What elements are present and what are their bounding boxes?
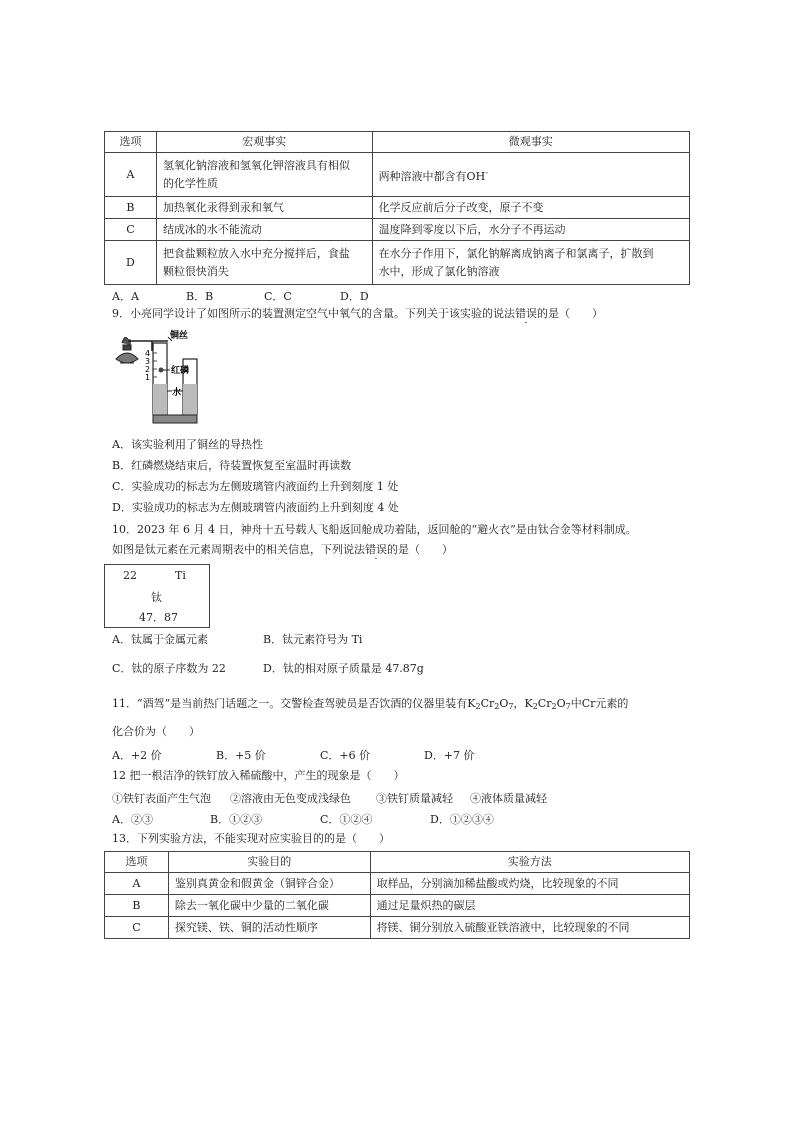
q11-stem-line2: 化合价为（ ） — [112, 725, 200, 738]
dichromate-formula — [467, 697, 513, 710]
row-option: D — [105, 241, 157, 285]
stem-text: 元素的 — [595, 697, 629, 710]
label-phosphorus: 红磷 — [171, 366, 190, 376]
table-row — [105, 917, 690, 939]
row-method: 取样品，分别滴加稀盐酸或灼烧，比较现象的不同 — [370, 873, 689, 895]
table-row — [105, 197, 690, 219]
macro-line: 氢氧化钠溶液和氢氧化钾溶液具有相似 — [162, 158, 350, 172]
macro-line: 的化学性质 — [162, 176, 218, 190]
q12-option-b: B．①②③ — [210, 813, 263, 826]
scale-4: 4 — [145, 349, 151, 358]
experiment-table — [104, 851, 690, 939]
q9-option-d: D．实验成功的标志为左侧玻璃管内液面约上升到刻度 4 处 — [112, 501, 399, 514]
table-header-purpose: 实验目的 — [168, 852, 370, 873]
q12-phenomenon-3: ③铁钉质量减轻 — [376, 792, 453, 805]
macro-line: 把食盐颗粒放入水中充分搅拌后，食盐 — [162, 246, 350, 260]
macro-fact: 加热氧化汞得到汞和氧气 — [156, 197, 372, 219]
q9-option-a: A．该实验利用了铜丝的导热性 — [112, 438, 263, 451]
option-a: A．A — [112, 290, 139, 303]
macro-fact: 结成冰的水不能流动 — [156, 219, 372, 241]
row-option: B — [105, 895, 169, 917]
emphasis-text: 错误 — [365, 543, 387, 556]
q11-stem-line1: 11．“酒驾”是当前热门话题之一。交警检查驾驶员是否饮酒的仪器里装有$K_2Cr_2O_7$，$K_2Cr_2O_7$中Cr元素的 — [112, 697, 629, 711]
row-purpose: 除去一氧化碳中少量的二氧化碳 — [168, 895, 370, 917]
row-option: A — [105, 153, 157, 197]
table-row — [105, 219, 690, 241]
atomic-mass: 47．87 — [139, 611, 178, 624]
label-water: 水 — [172, 388, 182, 398]
macro-line: 颗粒很快消失 — [162, 264, 229, 278]
q10-option-c: C．钛的原子序数为 22 — [112, 662, 226, 675]
q10-option-d: D．钛的相对原子质量是 47.87g — [263, 662, 424, 675]
q12-option-c: C．①②④ — [320, 813, 373, 826]
option-c: C．C — [264, 290, 292, 303]
row-method: 将镁、铜分别放入硫酸亚铁溶液中，比较现象的不同 — [370, 917, 689, 939]
table-header-method: 实验方法 — [370, 852, 689, 873]
q10-option-b: B．钛元素符号为 Ti — [263, 633, 363, 646]
formula-part: Cr — [480, 697, 495, 710]
element-name: 钛 — [151, 591, 162, 604]
q10-option-a: A．钛属于金属元素 — [112, 633, 208, 646]
q11-option-d: D．+7 价 — [424, 749, 475, 762]
formula-part: K — [524, 697, 533, 710]
q11-option-a: A．+2 价 — [112, 749, 162, 762]
q11-option-b: B．+5 价 — [216, 749, 266, 762]
formula-sub: 7 — [565, 702, 571, 711]
stem-text: 9．小亮同学设计了如图所示的装置测定空气中氧气的含量。下列关于该实验的说法 — [112, 307, 515, 320]
row-method: 通过足量炽热的碳层 — [370, 895, 689, 917]
formula-sub: 2 — [475, 702, 481, 711]
formula-sub: 2 — [494, 702, 500, 711]
stem-text: 的是（ ） — [537, 307, 603, 320]
table-header-option: 选项 — [105, 132, 157, 153]
option-b: B．B — [186, 290, 214, 303]
formula-sub: 2 — [551, 702, 557, 711]
q12-phenomenon-4: ④液体质量减轻 — [470, 792, 547, 805]
formula-part: O — [556, 697, 566, 710]
q12-phenomenon-1: ①铁钉表面产生气泡 — [112, 792, 211, 805]
table-header-option: 选项 — [105, 852, 169, 873]
micro-line: 在水分子作用下，氯化钠解离成钠离子和氯离子，扩散到 — [378, 246, 654, 260]
stem-text: 的是（ ） — [387, 543, 453, 556]
element-symbol: Ti — [175, 569, 186, 582]
option-d: D．D — [340, 290, 369, 303]
formula-part: Cr — [537, 697, 552, 710]
q11-option-c: C．+6 价 — [320, 749, 371, 762]
label-wire: 铜丝 — [170, 331, 189, 341]
row-option: C — [105, 917, 169, 939]
table-header-micro: 微观事实 — [372, 132, 689, 153]
scale-2: 2 — [145, 365, 151, 374]
q13-stem: 13．下列实验方法，不能实现对应实验目的的是（ ） — [112, 832, 390, 845]
micro-fact — [372, 153, 689, 197]
micro-fact: 温度降到零度以下后，水分子不再运动 — [372, 219, 689, 241]
row-option: B — [105, 197, 157, 219]
q10-stem-line2 — [112, 542, 453, 558]
stem-text: Cr — [581, 697, 596, 710]
table-row — [105, 153, 690, 197]
macro-fact — [156, 153, 372, 197]
q9-option-b: B．红磷燃烧结束后，待装置恢复至室温时再读数 — [112, 459, 352, 472]
formula-part: K — [467, 697, 476, 710]
facts-table — [104, 131, 690, 285]
table-header-macro: 宏观事实 — [156, 132, 372, 153]
formula-part: O — [499, 697, 509, 710]
q12-option-d: D．①②③④ — [430, 813, 494, 826]
micro-fact — [372, 241, 689, 285]
table-row — [105, 895, 690, 917]
row-purpose: 鉴别真黄金和假黄金（铜锌合金） — [168, 873, 370, 895]
scale-1: 1 — [145, 373, 151, 382]
row-purpose: 探究镁、铁、铜的活动性顺序 — [168, 917, 370, 939]
formula-sub: 7 — [508, 702, 514, 711]
dichromate-formula-2 — [524, 697, 570, 710]
superscript: - — [485, 167, 488, 177]
q12-option-a: A．②③ — [112, 813, 153, 826]
q12-stem: 12 把一根洁净的铁钉放入稀硫酸中，产生的现象是（ ） — [112, 769, 405, 782]
table-row — [105, 873, 690, 895]
q10-stem-line1: 10．2023 年 6 月 4 日，神舟十五号载人飞船返回舱成功着陆，返回舱的“避火衣”是由钛合金等材料制成。 — [112, 523, 637, 536]
scale-3: 3 — [145, 357, 151, 366]
micro-line: 水中，形成了氯化钠溶液 — [378, 264, 500, 278]
micro-text: 两种溶液中都含有OH — [378, 169, 486, 183]
stem-text: 11．“酒驾”是当前热门话题之一。交警检查驾驶员是否饮酒的仪器里装有 — [112, 697, 468, 710]
q9-stem — [112, 306, 603, 322]
row-option: C — [105, 219, 157, 241]
oxygen-experiment-figure — [110, 329, 228, 429]
titanium-element-card — [104, 564, 210, 628]
formula-sub: 2 — [532, 702, 538, 711]
q9-option-c: C．实验成功的标志为左侧玻璃管内液面约上升到刻度 1 处 — [112, 480, 399, 493]
macro-fact — [156, 241, 372, 285]
atomic-number: 22 — [123, 569, 137, 582]
table-row — [105, 241, 690, 285]
emphasis-text: 错误 — [515, 307, 537, 320]
stem-text: 中 — [570, 697, 582, 710]
micro-fact: 化学反应前后分子改变，原子不变 — [372, 197, 689, 219]
q12-phenomenon-2: ②溶液由无色变成浅绿色 — [230, 792, 351, 805]
row-option: A — [105, 873, 169, 895]
stem-text: 如图是钛元素在元素周期表中的相关信息，下列说法 — [112, 543, 365, 556]
